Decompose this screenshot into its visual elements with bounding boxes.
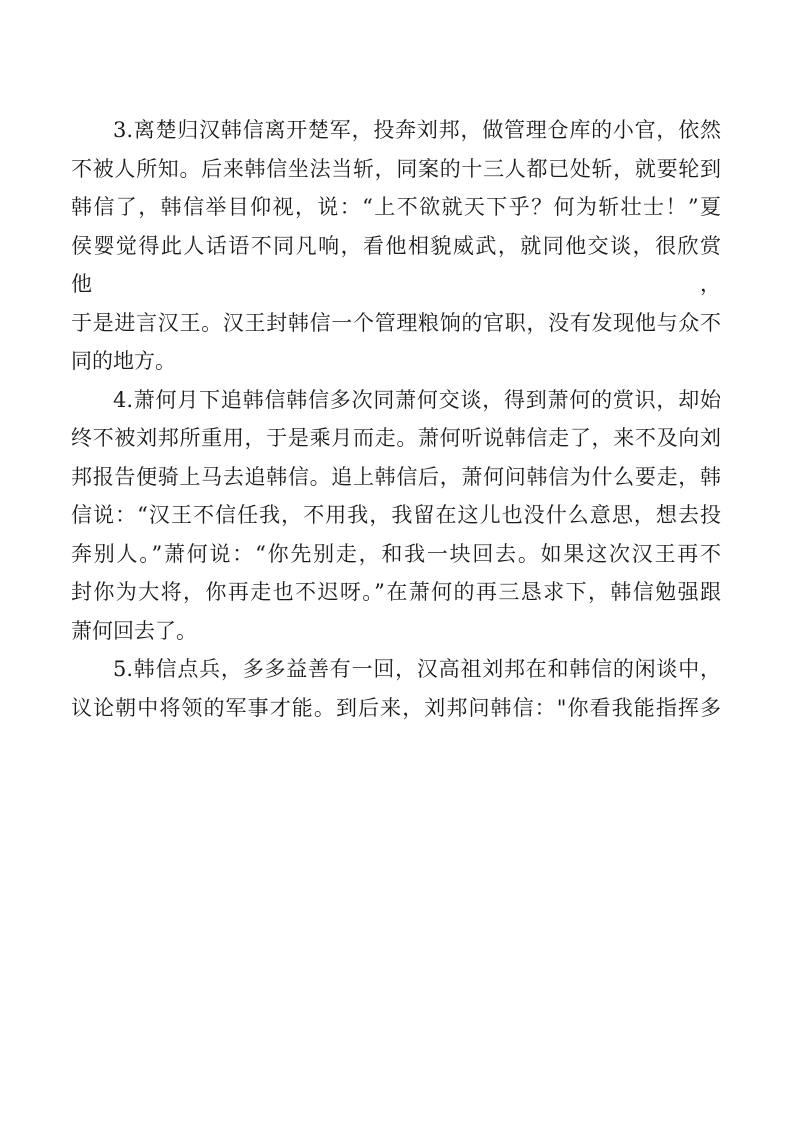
text-line: 3.离楚归汉韩信离开楚军，投奔刘邦，做管理仓库的小官，依然 <box>113 118 721 142</box>
text-line: 奔别人。”萧何说：“你先别走，和我一块回去。如果这次汉王再不 <box>71 541 721 566</box>
text-line: 封你为大将，你再走也不迟呀。”在萧何的再三恳求下，韩信勉强跟 <box>71 580 721 604</box>
text-line: 终不被刘邦所重用，于是乘月而走。萧何听说韩信走了，来不及向刘 <box>71 426 721 450</box>
text-line: 韩信了，韩信举目仰视，说：“上不欲就天下乎？何为斩壮士！”夏 <box>71 195 721 219</box>
document-body <box>71 111 721 727</box>
text-line: 不被人所知。后来韩信坐法当斩，同案的十三人都已处斩，就要轮到 <box>71 156 721 181</box>
paragraph-4 <box>71 381 721 651</box>
text-line: 萧何回去了。 <box>71 618 197 643</box>
text-line: 4.萧何月下追韩信韩信多次同萧何交谈，得到萧何的赏识，却始 <box>113 387 721 412</box>
paragraph-5 <box>71 650 721 727</box>
text-line: 信说：“汉王不信任我，不用我，我留在这儿也没什么意思，想去投 <box>71 503 721 527</box>
paragraph-3 <box>71 111 721 381</box>
text-line: 邦报告便骑上马去追韩信。追上韩信后，萧何问韩信为什么要走，韩 <box>71 464 721 489</box>
text-line: 侯婴觉得此人话语不同凡响，看他相貌威武，就同他交谈，很欣赏他， <box>71 233 721 296</box>
text-line: 议论朝中将领的军事才能。到后来，刘邦问韩信："你看我能指挥多 <box>71 695 721 720</box>
text-line: 5.韩信点兵，多多益善有一回，汉高祖刘邦在和韩信的闲谈中， <box>113 657 721 681</box>
text-line: 于是进言汉王。汉王封韩信一个管理粮饷的官职，没有发现他与众不 <box>71 310 721 335</box>
text-line: 同的地方。 <box>71 349 176 373</box>
